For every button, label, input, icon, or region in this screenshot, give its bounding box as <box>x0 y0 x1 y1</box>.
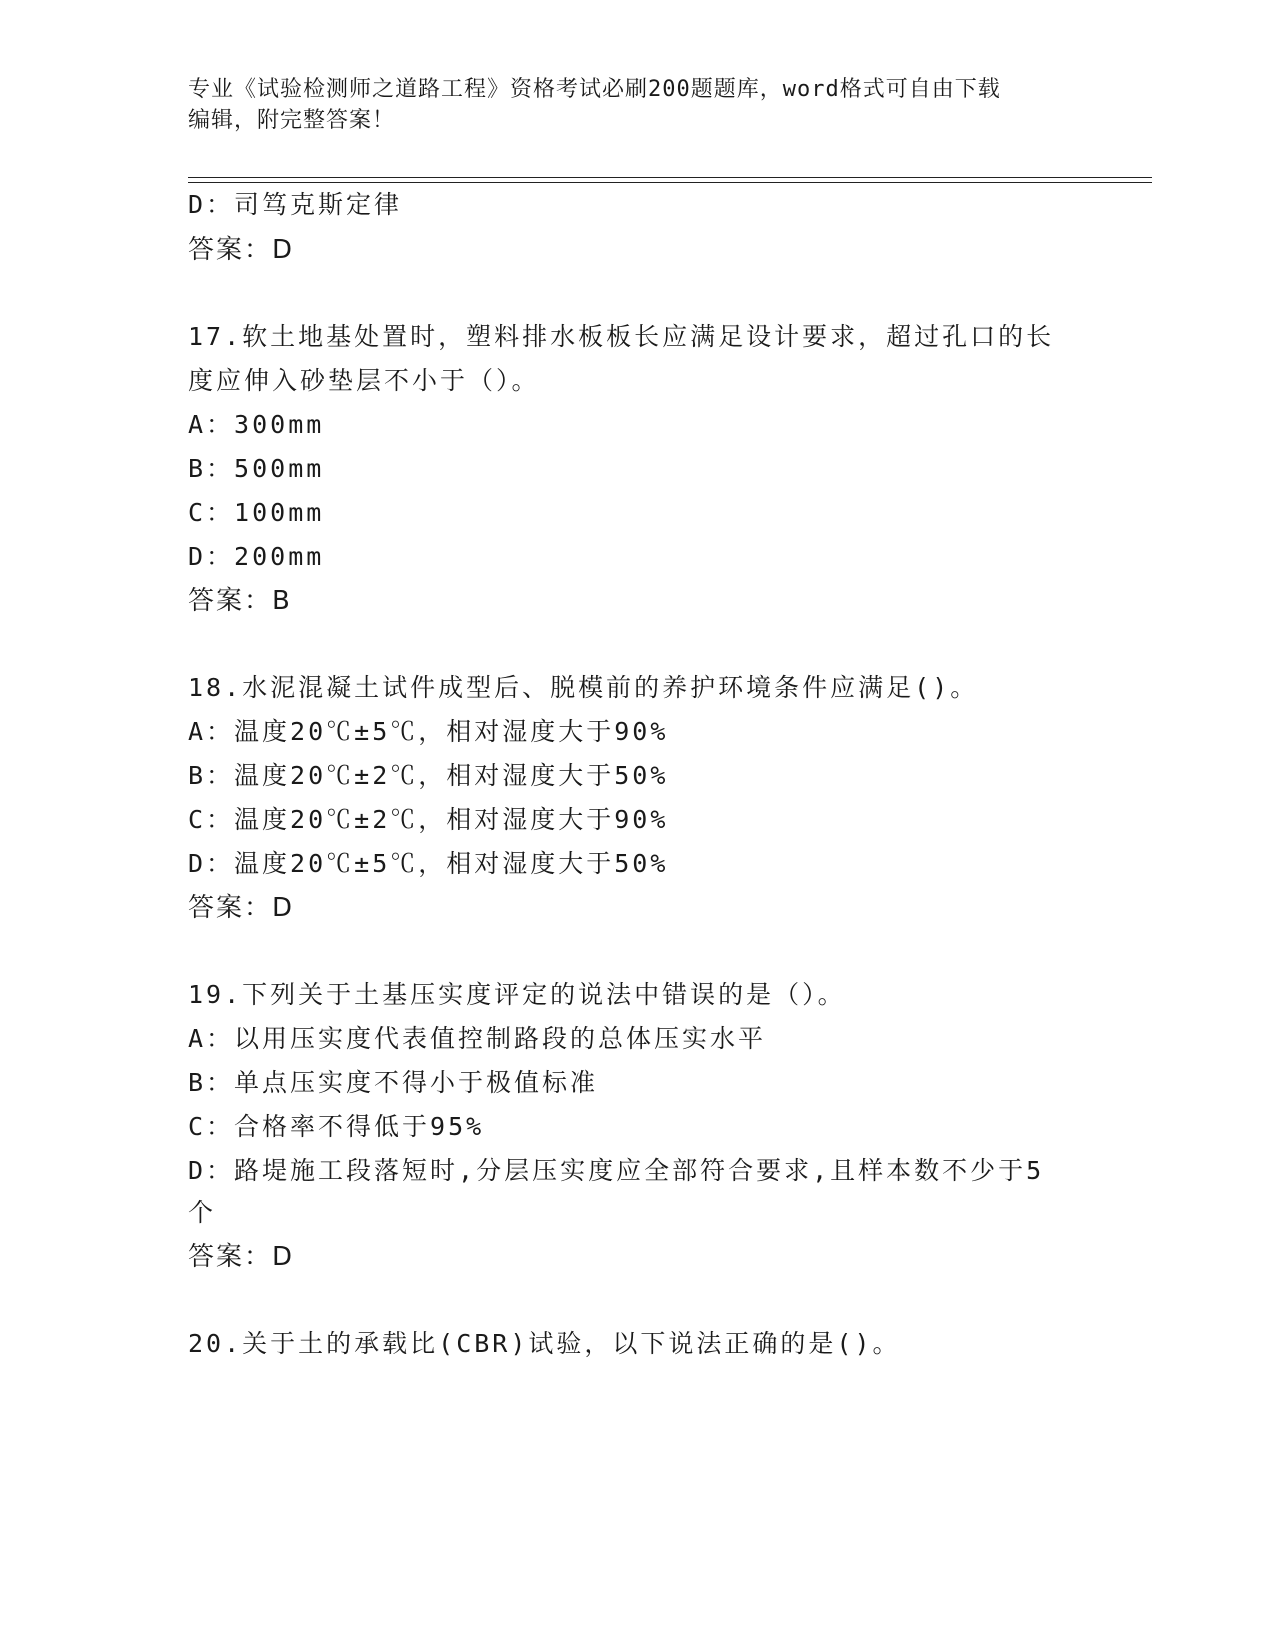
q18-answer: 答案：D <box>188 893 295 923</box>
q18-stem: 18.水泥混凝土试件成型后、脱模前的养护环境条件应满足()。 <box>188 673 979 702</box>
prev-question-answer: 答案：D <box>188 235 295 265</box>
q17-option-a: A：300mm <box>188 410 325 439</box>
q19-option-b: B：单点压实度不得小于极值标准 <box>188 1068 599 1097</box>
q19-option-a: A：以用压实度代表值控制路段的总体压实水平 <box>188 1024 767 1053</box>
header-divider-bottom <box>188 182 1152 183</box>
prev-question-option-d: D：司笃克斯定律 <box>188 190 403 219</box>
header-title-line1: 专业《试验检测师之道路工程》资格考试必刷200题题库，word格式可自由下载 <box>188 77 1001 102</box>
q19-answer: 答案：D <box>188 1242 295 1272</box>
q17-option-d: D：200mm <box>188 542 325 571</box>
q17-option-c: C：100mm <box>188 498 325 527</box>
q18-option-c: C：温度20℃±2℃，相对湿度大于90% <box>188 805 669 834</box>
q19-option-d-line1: D：路堤施工段落短时,分层压实度应全部符合要求,且样本数不少于5 <box>188 1156 1045 1185</box>
q19-stem: 19.下列关于土基压实度评定的说法中错误的是（）。 <box>188 980 846 1009</box>
q17-answer: 答案：B <box>188 586 292 616</box>
q19-option-d-line2: 个 <box>188 1198 217 1227</box>
header-title-line2: 编辑，附完整答案！ <box>188 108 396 133</box>
q19-option-c: C：合格率不得低于95% <box>188 1112 485 1141</box>
q18-option-a: A：温度20℃±5℃，相对湿度大于90% <box>188 717 669 746</box>
q17-option-b: B：500mm <box>188 454 325 483</box>
q20-stem: 20.关于土的承载比(CBR)试验，以下说法正确的是()。 <box>188 1329 901 1358</box>
q17-stem-line1: 17.软土地基处置时，塑料排水板板长应满足设计要求，超过孔口的长 <box>188 322 1055 351</box>
header-divider-top <box>188 177 1152 178</box>
q17-stem-line2: 度应伸入砂垫层不小于（）。 <box>188 366 540 395</box>
q18-option-b: B：温度20℃±2℃，相对湿度大于50% <box>188 761 669 790</box>
q18-option-d: D：温度20℃±5℃，相对湿度大于50% <box>188 849 669 878</box>
document-header <box>188 74 1078 136</box>
